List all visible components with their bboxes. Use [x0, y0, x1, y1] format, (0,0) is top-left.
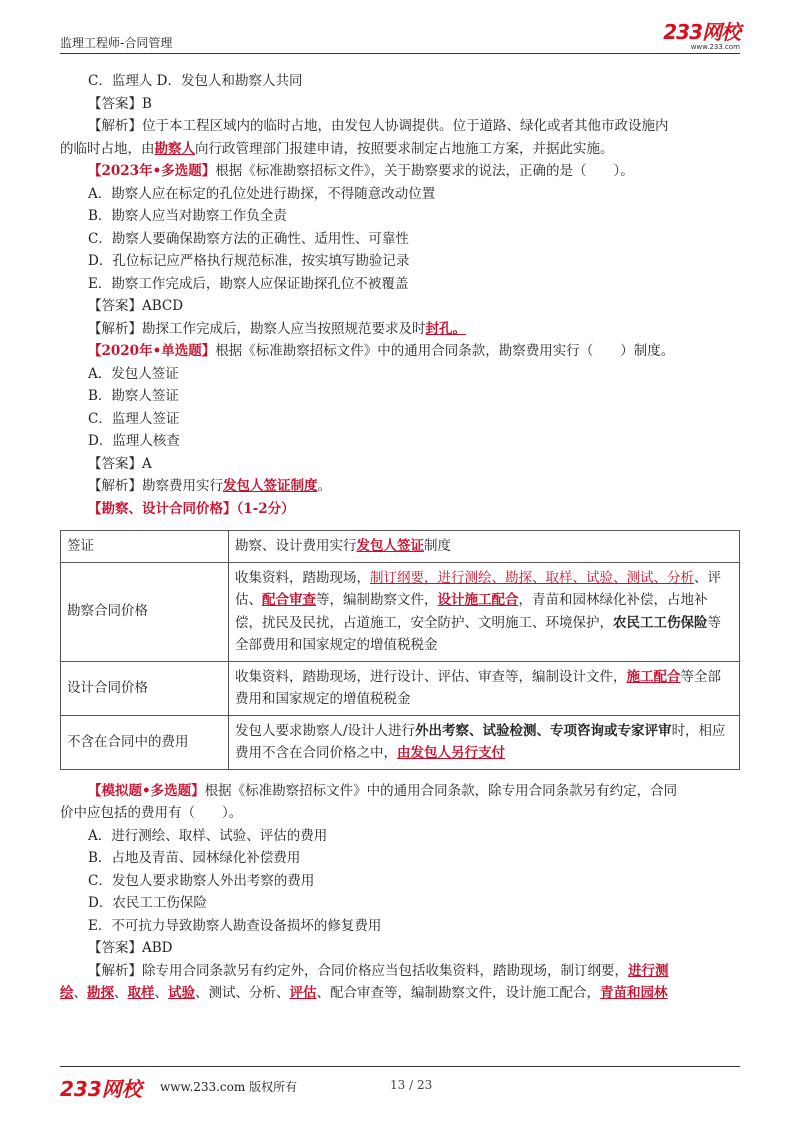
q3-option-c: C．监理人签证 — [88, 410, 180, 427]
q4-answer: 【答案】ABD — [88, 940, 173, 956]
q3-stem: 【2020年•单选题】根据《标准勘察招标文件》中的通用合同条款，勘察费用实行（ ）制度。 — [88, 343, 675, 359]
q2-answer: 【答案】ABCD — [88, 298, 184, 314]
q4-analysis-line1: 【解析】除专用合同条款另有约定外，合同价格应当包括收集资料，踏勘现场，制订纲要，进行测 — [88, 962, 669, 979]
row-key: 设计合同价格 — [61, 661, 229, 715]
q4-option-c: C．发包人要求勘察人外出考察的费用 — [88, 872, 315, 889]
q1-analysis-line2: 的临时占地，由勘察人向行政管理部门报建申请，按照要求制定占地施工方案，并据此实施。 — [60, 140, 614, 157]
logo-text: 233网校 — [663, 20, 740, 44]
page-header — [60, 22, 740, 54]
highlight-kancharen: 勘察人 — [154, 140, 195, 157]
header-title: 监理工程师-合同管理 — [60, 36, 173, 50]
logo-url: www.233.com — [690, 43, 740, 51]
page-footer — [60, 1066, 740, 1102]
row-value: 发包人要求勘察人/设计人进行外出考察、试验检测、专项咨询或专家评审时，相应费用不含在合同价格之中，由发包人另行支付 — [229, 715, 740, 769]
row-key: 勘察合同价格 — [61, 562, 229, 661]
q1-analysis-line1: 【解析】位于本工程区域内的临时占地，由发包人协调提供。位于道路、绿化或者其他市政设施内 — [88, 118, 669, 134]
q4-option-d: D．农民工工伤保险 — [88, 895, 207, 911]
page-content — [60, 70, 740, 1005]
section-heading — [60, 498, 740, 521]
q4-tag: 【模拟题•多选题】 — [88, 782, 205, 799]
brand-logo — [663, 22, 740, 51]
page-number: 13 / 23 — [390, 1078, 433, 1092]
q2-stem: 【2023年•多选题】根据《标准勘察招标文件》，关于勘察要求的说法，正确的是（ ）。 — [88, 163, 634, 179]
table-row — [61, 562, 740, 661]
q1-option-cd: C．监理人 D．发包人和勘察人共同 — [88, 73, 303, 89]
row-value: 收集资料，踏勘现场，制订纲要，进行测绘、勘探、取样、试验、测试、分析、评估、配合审查等，编制勘察文件，设计施工配合，青苗和园林绿化补偿，占地补偿，扰民及民扰，占道施工，安全防护、文明施工、环境保护，农民工工伤保险等全部费用和国家规定的增值税税金 — [229, 562, 740, 661]
table-row — [61, 715, 740, 769]
q3-option-d: D．监理人核查 — [88, 433, 180, 449]
q1-answer: 【答案】B — [88, 95, 152, 112]
table-row — [61, 661, 740, 715]
row-key: 签证 — [61, 531, 229, 563]
q4-option-a: A．进行测绘、取样、试验、评估的费用 — [88, 827, 328, 844]
q2-option-a: A．勘察人应在标定的孔位处进行勘探，不得随意改动位置 — [88, 185, 436, 202]
q2-option-b: B．勘察人应当对勘察工作负全责 — [88, 208, 287, 224]
highlight-signoff: 发包人签证制度 — [223, 478, 318, 494]
q4-option-e: E．不可抗力导致勘察人勘查设备损坏的修复费用 — [88, 917, 382, 934]
row-value: 勘察、设计费用实行发包人签证制度 — [229, 531, 740, 563]
q3-option-a: A．发包人签证 — [88, 365, 179, 382]
q3-analysis: 【解析】勘察费用实行发包人签证制度。 — [88, 478, 331, 494]
q2-option-e: E．勘察工作完成后，勘察人应保证勘探孔位不被覆盖 — [88, 275, 409, 292]
table-row — [61, 531, 740, 563]
q2-option-d: D．孔位标记应严格执行规范标准，按实填写勘验记录 — [88, 253, 410, 269]
row-value: 收集资料，踏勘现场，进行设计、评估、审查等，编制设计文件，施工配合等全部费用和国家规定的增值税税金 — [229, 661, 740, 715]
q3-answer: 【答案】A — [88, 455, 152, 472]
q4-analysis-line2: 绘、勘探、取样、试验、测试、分析、评估、配合审查等，编制勘察文件，设计施工配合，青苗和园林 — [60, 985, 668, 1001]
q4-stem-line1: 【模拟题•多选题】根据《标准勘察招标文件》中的通用合同条款，除专用合同条款另有约定，合同 — [88, 782, 678, 799]
footer-copyright: www.233.com 版权所有 — [160, 1080, 298, 1094]
q2-tag: 【2023年•多选题】 — [88, 163, 216, 179]
price-table — [60, 530, 740, 770]
q3-tag: 【2020年•单选题】 — [88, 343, 216, 359]
section-title: 【勘察、设计合同价格】 — [88, 500, 237, 517]
highlight-fengkong: 封孔。 — [425, 320, 466, 337]
row-key: 不含在合同中的费用 — [61, 715, 229, 769]
footer-logo: 233网校 — [60, 1077, 142, 1101]
q4-option-b: B．占地及青苗、园林绿化补偿费用 — [88, 850, 301, 866]
q2-analysis: 【解析】勘探工作完成后，勘察人应当按照规范要求及时封孔。 — [88, 320, 466, 337]
q2-option-c: C．勘察人要确保勘察方法的正确性、适用性、可靠性 — [88, 230, 409, 247]
q4-stem-line2: 价中应包括的费用有（ ）。 — [60, 805, 243, 821]
q3-option-b: B．勘察人签证 — [88, 388, 179, 404]
section-score: （1-2分） — [236, 500, 295, 517]
